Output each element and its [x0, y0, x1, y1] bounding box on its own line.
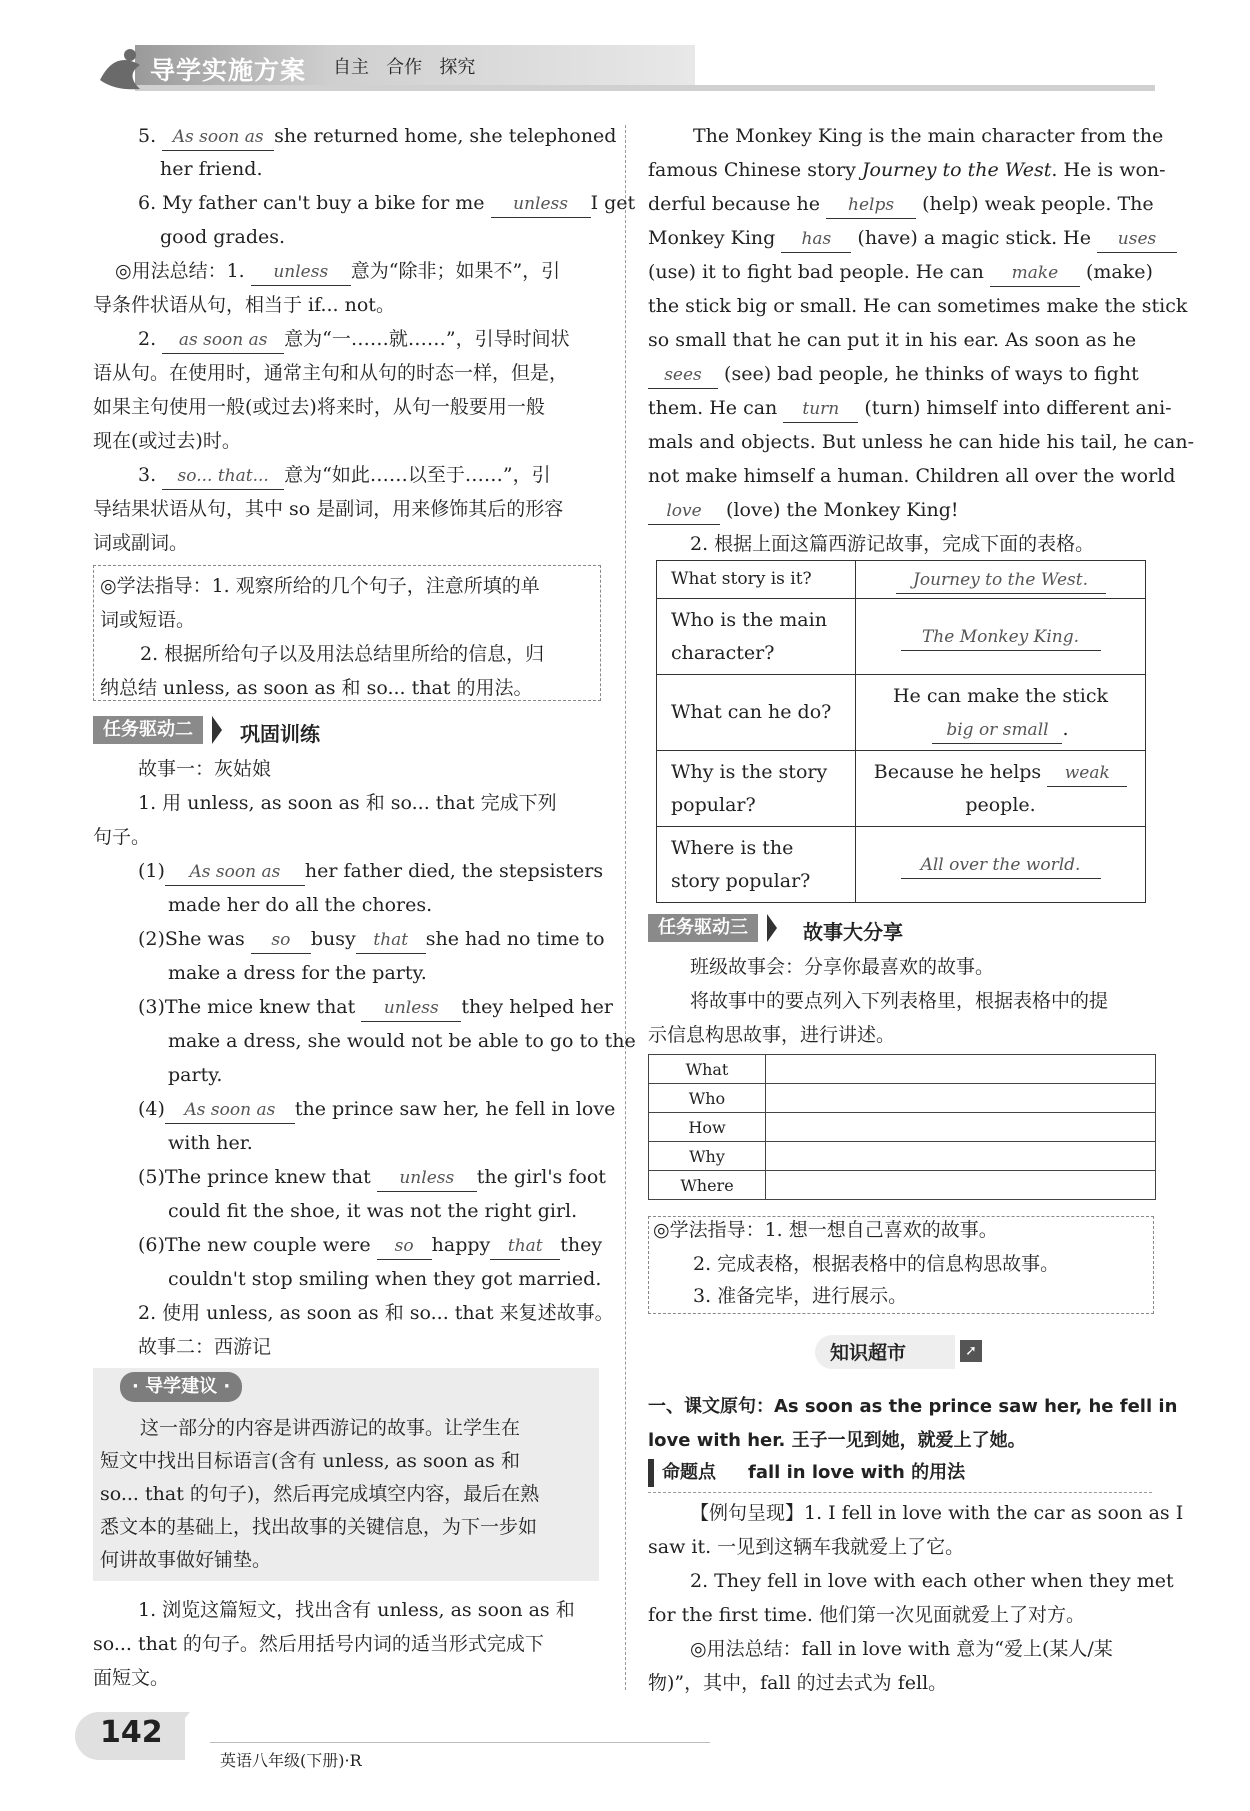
passage-line: so small that he can put it in his ear. As soon as he [648, 329, 1137, 351]
answer-blank: so... that... [162, 463, 284, 490]
answer-blank: sees [648, 362, 718, 389]
sentence-line: couldn't stop smiling when they got married. [168, 1268, 602, 1290]
answer-blank: that [356, 927, 426, 954]
sentence-3: (3)The mice knew that unless they helped her [138, 991, 613, 1024]
empty-cell[interactable] [766, 1113, 1156, 1142]
sentence-line: make a dress for the party. [168, 962, 427, 984]
table-row: Where [649, 1171, 1156, 1200]
guide-line: 3. 准备完毕，进行展示。 [693, 1285, 908, 1307]
passage-line: derful because he helps (help) weak people. The [648, 188, 1154, 221]
usage-1: ◎用法总结：1. unless 意为“除非；如果不”，引 [115, 255, 560, 288]
table-row [657, 561, 1146, 599]
advice-line: 短文中找出目标语言(含有 unless, as soon as 和 [100, 1450, 520, 1472]
usage-2-line: 如果主句使用一般(或过去)将来时，从句一般要用一般 [93, 396, 545, 418]
divider [648, 1492, 1152, 1493]
table-row [657, 599, 1146, 675]
answer-blank: As soon as [165, 1097, 295, 1124]
answer-blank: uses [1097, 226, 1177, 253]
table-row: How [649, 1113, 1156, 1142]
usage-3-line: 导结果状语从句，其中 so 是副词，用来修饰其后的形容 [93, 498, 564, 520]
story-2-title: 故事二：西游记 [138, 1336, 272, 1358]
answer-blank: All over the world. [901, 852, 1101, 879]
story-1-title: 故事一：灰姑娘 [138, 758, 272, 780]
sentence-line: made her do all the chores. [168, 894, 433, 916]
table-row: What can he do? He can make the stick big or small . [657, 675, 1146, 751]
task-3-line: 示信息构思故事，进行讲述。 [648, 1024, 896, 1046]
usage-2-line: 现在(或过去)时。 [93, 430, 241, 452]
answer-blank: unless [491, 191, 591, 218]
summary-line: 物)”，其中，fall 的过去式为 fell。 [648, 1672, 948, 1694]
sentence-6: (6)The new couple were so happy that they [138, 1229, 602, 1262]
table-cell: What can he do? [657, 675, 856, 751]
arrow-icon: ➚ [960, 1340, 982, 1362]
usage-3-line: 词或副词。 [93, 532, 189, 554]
passage-line: love (love) the Monkey King! [648, 494, 959, 527]
point-tag: 命题点 [648, 1459, 724, 1487]
answer-blank: weak [1047, 760, 1127, 787]
arrow-icon [212, 716, 222, 744]
sentence-line: could fit the shoe, it was not the right girl. [168, 1200, 578, 1222]
answer-blank: has [781, 226, 851, 253]
header-motto: 自主 合作 探究 [333, 57, 476, 78]
q2-intro: 2. 根据上面这篇西游记故事，完成下面的表格。 [690, 533, 1095, 555]
passage-line: not make himself a human. Children all over the world [648, 465, 1176, 487]
guide-line: ◎学法指导：1. 想一想自己喜欢的故事。 [653, 1219, 998, 1241]
passage-line: them. He can turn (turn) himself into different ani- [648, 392, 1172, 425]
passage-line: mals and objects. But unless he can hide his tail, he can- [648, 431, 1194, 453]
usage-1-line2: 导条件状语从句，相当于 if... not。 [93, 294, 395, 316]
example-line: 2. They fell in love with each other when they met [690, 1570, 1174, 1592]
answer-blank: unless [251, 259, 351, 286]
column-divider [625, 125, 626, 1690]
table-cell: Why is the story popular? [657, 751, 856, 827]
table-row [657, 827, 1146, 903]
passage-line: (use) it to fight bad people. He can make (make) [648, 256, 1153, 289]
answer-blank: unless [361, 995, 461, 1022]
item-6-line2: good grades. [160, 226, 286, 248]
sentence-line: party. [168, 1064, 223, 1086]
answer-blank: Journey to the West. [896, 567, 1106, 594]
sentence-5: (5)The prince knew that unless the girl's foot [138, 1161, 606, 1194]
item-6: 6. My father can't buy a bike for me unless I get [138, 187, 635, 220]
original-sentence: love with her. 王子一见到她，就爱上了她。 [648, 1430, 1026, 1451]
passage-line: famous Chinese story Journey to the West. He is won- [648, 159, 1166, 181]
story-planning-table [648, 1054, 1156, 1200]
answer-blank: unless [377, 1165, 477, 1192]
task-tag-3: 任务驱动三 [648, 914, 758, 942]
table-cell: Who is the main character? [657, 599, 856, 675]
empty-cell[interactable] [766, 1142, 1156, 1171]
item-5-line2: her friend. [160, 158, 263, 180]
passage-line: Monkey King has (have) a magic stick. He uses [648, 222, 1177, 255]
guide-line: ◎学法指导：1. 观察所给的几个句子，注意所填的单 [100, 575, 540, 597]
browse-line: 1. 浏览这篇短文，找出含有 unless, as soon as 和 [138, 1599, 575, 1621]
footer-rule [210, 1742, 710, 1743]
guide-line: 2. 根据所给句子以及用法总结里所给的信息，归 [140, 643, 545, 665]
example-line: 【例句呈现】1. I fell in love with the car as soon as I [690, 1502, 1184, 1524]
table-row: Why [649, 1142, 1156, 1171]
advice-line: 悉文本的基础上，找出故事的关键信息，为下一步如 [100, 1516, 538, 1538]
guide-line: 词或短语。 [100, 609, 196, 631]
table-row: Who [649, 1084, 1156, 1113]
example-line: saw it. 一见到这辆车我就爱上了它。 [648, 1536, 965, 1558]
answer-blank: that [490, 1233, 560, 1260]
usage-2-line: 语从句。在使用时，通常主句和从句的时态一样，但是， [93, 362, 569, 384]
browse-line: so... that 的句子。然后用括号内词的适当形式完成下 [93, 1633, 544, 1655]
answer-blank: so [251, 927, 311, 954]
answer-blank: as soon as [162, 327, 284, 354]
answer-blank: make [990, 260, 1080, 287]
footer-book-title: 英语八年级(下册)·R [220, 1751, 362, 1770]
story-table [656, 560, 1146, 903]
q2-text: 2. 使用 unless, as soon as 和 so... that 来复述故事。 [138, 1302, 614, 1324]
header-logo-text: 导学实施方案 [150, 56, 307, 85]
passage-line: sees (see) bad people, he thinks of ways to fight [648, 358, 1139, 391]
advice-tag: · 导学建议 · [120, 1372, 242, 1402]
empty-cell[interactable] [766, 1055, 1156, 1084]
sentence-1: (1) As soon as her father died, the stepsisters [138, 855, 603, 888]
q1-line: 句子。 [93, 826, 151, 848]
answer-blank: big or small [932, 717, 1062, 744]
guide-line: 2. 完成表格，根据表格中的信息构思故事。 [693, 1253, 1060, 1275]
usage-2: 2. as soon as 意为“一……就……”，引导时间状 [138, 323, 570, 356]
sentence-line: make a dress, she would not be able to go to the [168, 1030, 636, 1052]
guide-line: 纳总结 unless, as soon as 和 so... that 的用法。 [100, 677, 533, 699]
advice-line: 何讲故事做好铺垫。 [100, 1549, 272, 1571]
point-text: fall in love with 的用法 [748, 1462, 966, 1483]
sentence-line: with her. [168, 1132, 253, 1154]
empty-cell[interactable] [766, 1084, 1156, 1113]
arrow-icon [767, 914, 777, 942]
page-number: 142 [100, 1715, 163, 1750]
summary-line: ◎用法总结：fall in love with 意为“爱上(某人/某 [690, 1638, 1113, 1660]
table-row: Why is the story popular? Because he helps weak people. [657, 751, 1146, 827]
task-3-title: 故事大分享 [803, 920, 903, 944]
answer-blank: turn [783, 396, 858, 423]
task-3-line: 班级故事会：分享你最喜欢的故事。 [690, 956, 995, 978]
table-row: What [649, 1055, 1156, 1084]
task-2-title: 巩固训练 [240, 722, 320, 746]
usage-3: 3. so... that... 意为“如此……以至于……”，引 [138, 459, 551, 492]
header-band [95, 45, 1155, 93]
task-tag-2: 任务驱动二 [93, 716, 203, 744]
passage-line: the stick big or small. He can sometimes make the stick [648, 295, 1188, 317]
task-3-line: 将故事中的要点列入下列表格里，根据表格中的提 [690, 990, 1109, 1012]
knowledge-banner-text: 知识超市 [830, 1342, 907, 1364]
example-line: for the first time. 他们第一次见面就爱上了对方。 [648, 1604, 1085, 1626]
answer-blank: As soon as [162, 124, 274, 151]
q1-line: 1. 用 unless, as soon as 和 so... that 完成下列 [138, 792, 557, 814]
answer-blank: so [377, 1233, 432, 1260]
empty-cell[interactable] [766, 1171, 1156, 1200]
passage-line: The Monkey King is the main character from the [693, 125, 1164, 147]
table-cell: What story is it? [657, 561, 856, 599]
answer-blank: love [648, 498, 720, 525]
advice-line: so... that 的句子)，然后再完成填空内容，最后在熟 [100, 1483, 540, 1505]
answer-blank: The Monkey King. [901, 624, 1101, 651]
table-cell: Where is the story popular? [657, 827, 856, 903]
sentence-4: (4) As soon as the prince saw her, he fell in love [138, 1093, 615, 1126]
item-5: 5. As soon as she returned home, she telephoned [138, 120, 616, 153]
answer-blank: As soon as [165, 859, 305, 886]
advice-line: 这一部分的内容是讲西游记的故事。让学生在 [140, 1417, 521, 1439]
answer-blank: helps [826, 192, 916, 219]
original-sentence: 一、课文原句：As soon as the prince saw her, he fell in [648, 1396, 1178, 1417]
sentence-2: (2)She was so busy that she had no time to [138, 923, 605, 956]
browse-line: 面短文。 [93, 1667, 170, 1689]
